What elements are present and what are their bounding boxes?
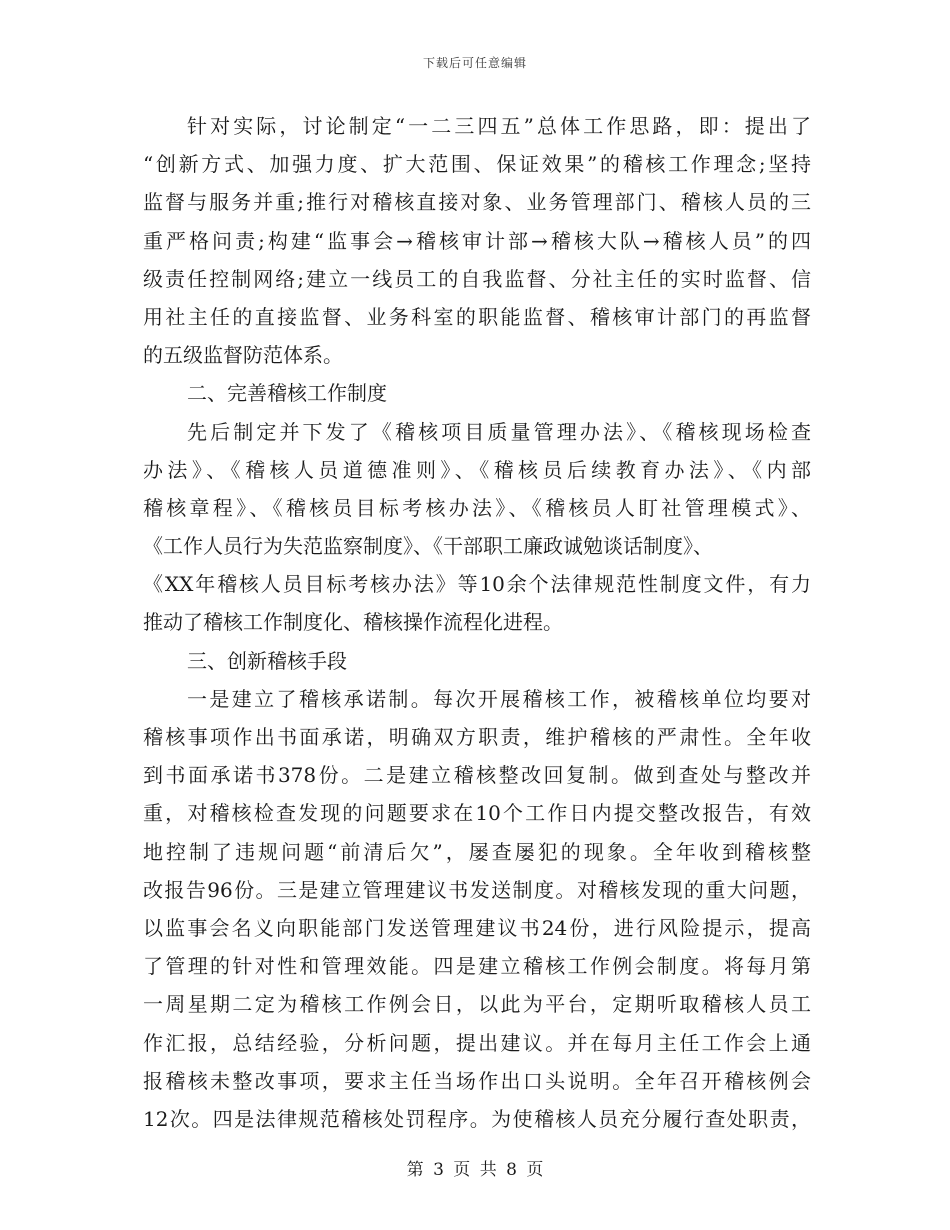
text-line: 稽核章程》、《稽核员目标考核办法》、《稽核员人盯社管理模式》、 bbox=[143, 495, 811, 520]
text-line: 以监事会名义向职能部门发送管理建议书24份，进行风险提示，提高 bbox=[143, 915, 811, 940]
text-line: 报稽核未整改事项，要求主任当场作出口头说明。全年召开稽核例会 bbox=[143, 1068, 811, 1093]
document-body bbox=[143, 107, 811, 1138]
text-line: 12次。四是法律规范稽核处罚程序。为使稽核人员充分履行查处职责， bbox=[143, 1106, 811, 1131]
text-line: 到书面承诺书378份。二是建立稽核整改回复制。做到查处与整改并 bbox=[143, 763, 811, 788]
text-line: 改报告96份。三是建立管理建议书发送制度。对稽核发现的重大问题， bbox=[143, 877, 811, 902]
text-line: “创新方式、加强力度、扩大范围、保证效果”的稽核工作理念;坚持 bbox=[143, 152, 811, 177]
text-line: 地控制了违规问题“前清后欠”，屡查屡犯的现象。全年收到稽核整 bbox=[143, 839, 811, 864]
text-line: 针对实际，讨论制定“一二三四五”总体工作思路，即：提出了 bbox=[187, 114, 811, 138]
text-line: 监督与服务并重;推行对稽核直接对象、业务管理部门、稽核人员的三 bbox=[143, 190, 811, 215]
section-heading: 二、完善稽核工作制度 bbox=[187, 381, 387, 406]
section-heading: 三、创新稽核手段 bbox=[187, 648, 347, 673]
text-line: 的五级监督防范体系。 bbox=[143, 343, 343, 368]
text-line: 推动了稽核工作制度化、稽核操作流程化进程。 bbox=[143, 610, 563, 635]
page-header: 下载后可任意编辑 bbox=[422, 56, 527, 70]
text-line: 稽核事项作出书面承诺，明确双方职责，维护稽核的严肃性。全年收 bbox=[143, 725, 811, 749]
text-line: 了管理的针对性和管理效能。四是建立稽核工作例会制度。将每月第 bbox=[143, 954, 811, 979]
text-line: 一周星期二定为稽核工作例会日，以此为平台，定期听取稽核人员工 bbox=[143, 992, 811, 1017]
text-line: 级责任控制网络;建立一线员工的自我监督、分社主任的实时监督、信 bbox=[143, 266, 811, 291]
text-line: 办法》、《稽核人员道德准则》、《稽核员后续教育办法》、《内部 bbox=[143, 457, 811, 482]
text-line: 《XX年稽核人员目标考核办法》等10余个法律规范性制度文件，有力 bbox=[143, 572, 811, 597]
text-line: 作汇报，总结经验，分析问题，提出建议。并在每月主任工作会上通 bbox=[143, 1030, 811, 1055]
text-line: 一是建立了稽核承诺制。每次开展稽核工作，被稽核单位均要对 bbox=[187, 686, 811, 711]
text-line: 先后制定并下发了《稽核项目质量管理办法》、《稽核现场检查 bbox=[187, 419, 811, 444]
text-line: 用社主任的直接监督、业务科室的职能监督、稽核审计部门的再监督 bbox=[143, 304, 811, 329]
text-line: 《工作人员行为失范监察制度》、《干部职工廉政诚勉谈话制度》、 bbox=[143, 534, 713, 559]
text-line: 重，对稽核检查发现的问题要求在10个工作日内提交整改报告，有效 bbox=[143, 801, 811, 826]
page-footer: 第 3 页 共 8 页 bbox=[406, 1160, 544, 1180]
text-line: 重严格问责;构建“监事会→稽核审计部→稽核大队→稽核人员”的四 bbox=[143, 228, 811, 253]
